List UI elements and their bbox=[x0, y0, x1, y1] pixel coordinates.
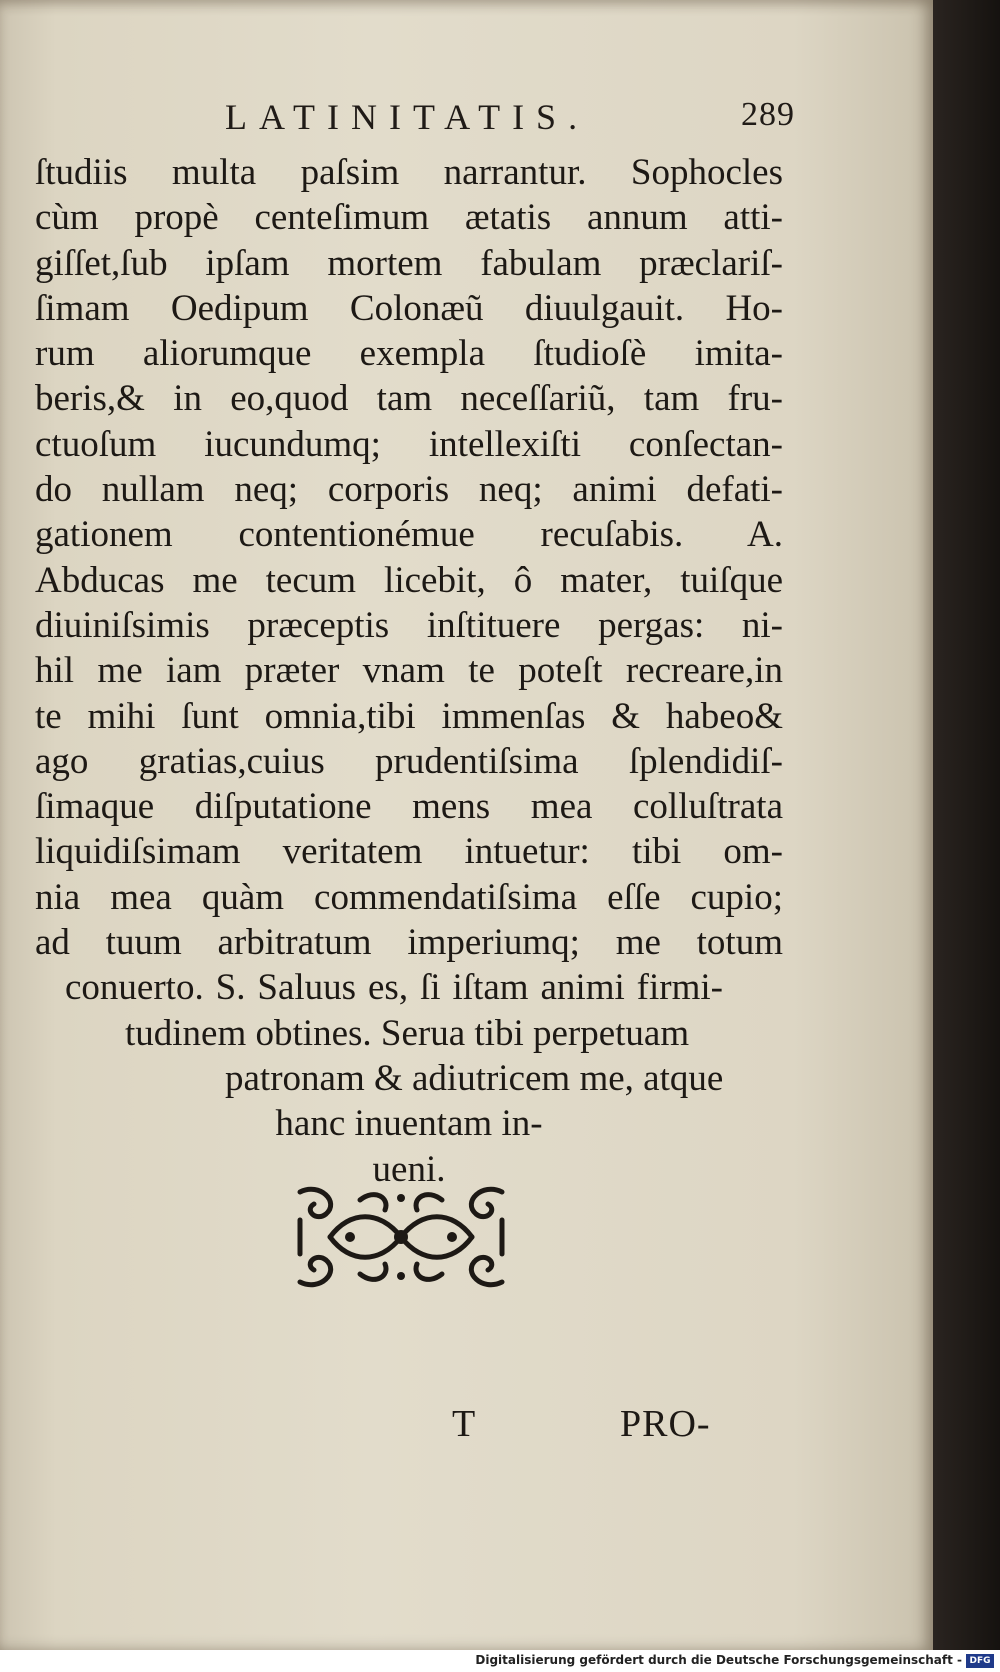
text-line: do nullam neq; corporis neq; animi defati- bbox=[35, 469, 783, 511]
text-line: ad tuum arbitratum imperiumq; me totum bbox=[35, 922, 783, 964]
text-line: tudinem obtines. Serua tibi perpetuam bbox=[125, 1012, 690, 1054]
signature-mark: T bbox=[452, 1403, 476, 1445]
text-line: Abducas me tecum licebit, ô mater, tuiſque bbox=[35, 559, 783, 601]
text-line: cùm propè centeſimum ætatis annum atti- bbox=[35, 197, 783, 239]
text-line: gationem contentionémue recuſabis. A. bbox=[35, 514, 783, 556]
text-line: hil me iam præter vnam te poteſt recreare,in bbox=[35, 650, 783, 692]
text-line: conuerto. S. Saluus es, ſi iſtam animi firmi- bbox=[65, 967, 723, 1009]
floral-ornament-icon bbox=[290, 1180, 512, 1294]
text-line: ctuoſum iucundumq; intellexiſti conſectan- bbox=[35, 423, 783, 465]
text-line: giſſet,ſub ipſam mortem fabulam præclariſ- bbox=[35, 242, 783, 284]
text-line: ſimam Oedipum Colonæũ diuulgauit. Ho- bbox=[35, 287, 783, 329]
text-line: diuiniſsimis præceptis inſtituere pergas: ni- bbox=[35, 604, 783, 646]
page-edge bbox=[933, 0, 1000, 1650]
text-line: patronam & adiutricem me, atque bbox=[225, 1057, 724, 1099]
text-line: ſtudiis multa paſsim narrantur. Sophocles bbox=[35, 152, 783, 193]
text-line: nia mea quàm commendatiſsima eſſe cupio; bbox=[35, 876, 783, 918]
catchword: PRO- bbox=[620, 1403, 711, 1445]
text-line: ſimaque diſputatione mens mea colluſtrata bbox=[35, 786, 783, 828]
page-number: 289 bbox=[741, 96, 795, 133]
dfg-logo-icon[interactable]: DFG bbox=[966, 1654, 994, 1668]
text-line: te mihi ſunt omnia,tibi immenſas & habeo& bbox=[35, 695, 783, 737]
credit-bar bbox=[0, 1650, 1000, 1672]
text-line: ago gratias,cuius prudentiſsima ſplendidiſ- bbox=[35, 740, 783, 782]
body-text bbox=[35, 150, 783, 1192]
text-line: ueni. bbox=[372, 1148, 446, 1190]
text-line: liquidiſsimam veritatem intuetur: tibi om- bbox=[35, 831, 783, 873]
credit-text: Digitalisierung gefördert durch die Deutsche Forschungsgemeinschaft - bbox=[475, 1653, 962, 1667]
text-line: rum aliorumque exempla ſtudioſè imita- bbox=[35, 333, 783, 375]
running-head: LATINITATIS. bbox=[225, 97, 590, 137]
page-header bbox=[225, 96, 795, 142]
text-line: beris,& in eo,quod tam neceſſariũ, tam fru- bbox=[35, 378, 783, 420]
text-line: hanc inuentam in- bbox=[275, 1103, 543, 1145]
